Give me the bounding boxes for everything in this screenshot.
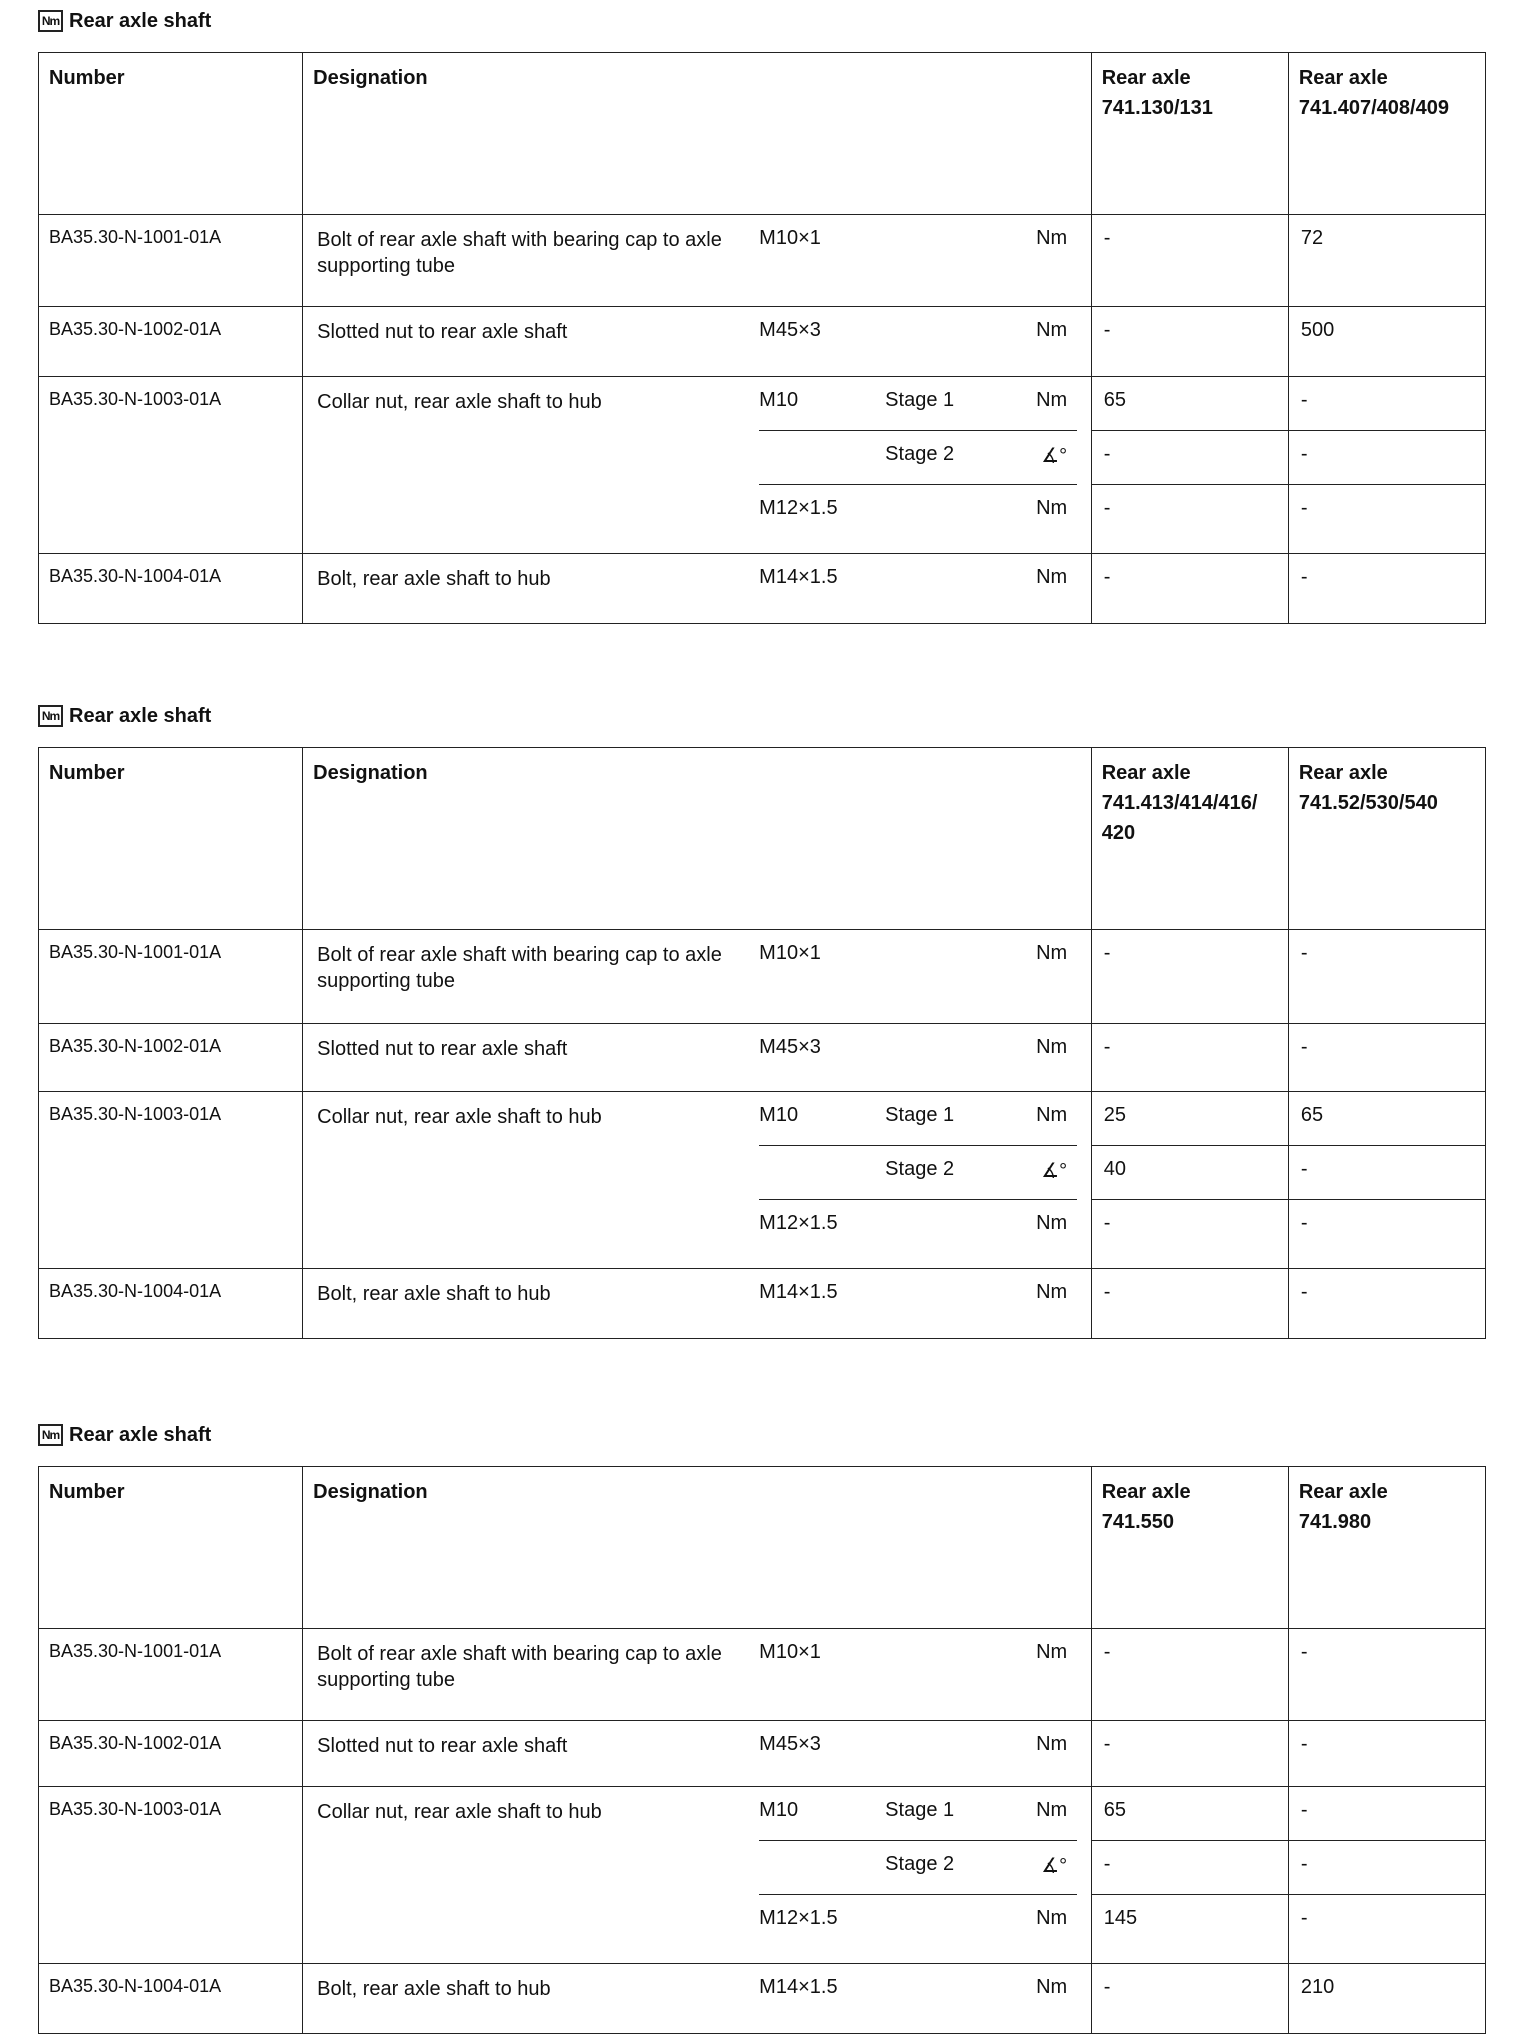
torque-value-axle-1: - — [1091, 1964, 1288, 2034]
designation-text: Slotted nut to rear axle shaft — [317, 1038, 568, 1060]
header-axle-2-model: 741.52/530/540 — [1298, 792, 1438, 814]
table-header-row — [39, 53, 1486, 215]
torque-value-axle-2: - — [1288, 1721, 1485, 1787]
thread-size: M10×1 — [759, 1641, 821, 1663]
torque-value-axle-2: - — [1289, 431, 1485, 485]
header-axle-2-label: Rear axle — [1298, 67, 1388, 89]
thread-size: M10 — [759, 1104, 799, 1126]
unit-label: Nm — [1036, 1212, 1068, 1234]
section-title — [38, 703, 211, 729]
stage-label — [885, 1024, 1019, 1062]
header-axle-1-model: 741.130/131 — [1101, 97, 1213, 119]
section-title-text: Rear axle shaft — [69, 1423, 212, 1446]
torque-value-axle-2: - — [1289, 1146, 1485, 1200]
table-row — [39, 1787, 1486, 1964]
unit-label: Nm — [1036, 1036, 1068, 1058]
torque-nm-icon: Nm — [38, 1424, 63, 1446]
section-title-text: Rear axle shaft — [69, 9, 212, 32]
table-row — [39, 1092, 1486, 1269]
header-axle-1 — [1091, 1467, 1288, 1629]
row-number: BA35.30-N-1004-01A — [39, 1964, 303, 2034]
header-designation — [303, 53, 1092, 215]
designation-text: Bolt of rear axle shaft with bearing cap to axle supporting tube — [317, 944, 722, 992]
header-axle-1-model: 741.413/414/416/ 420 — [1101, 792, 1258, 844]
stage-label: Stage 2 — [885, 443, 955, 465]
table-row — [39, 1721, 1486, 1787]
table-row — [39, 1269, 1486, 1339]
stage-label — [885, 554, 1019, 592]
sub-spec-row — [759, 1841, 1077, 1895]
stage-label — [885, 485, 1019, 553]
table-row — [39, 377, 1486, 554]
torque-value-axle-2: - — [1289, 1841, 1485, 1895]
header-number — [39, 53, 303, 215]
torque-value-axle-1: - — [1103, 1212, 1111, 1234]
row-designation-cell — [303, 1721, 1092, 1787]
torque-value-axle-1: 25 — [1092, 1092, 1288, 1146]
torque-value-group-axle-1 — [1091, 1787, 1288, 1964]
table-row — [39, 930, 1486, 1024]
header-designation — [303, 1467, 1092, 1629]
designation-text: Bolt, rear axle shaft to hub — [317, 1978, 551, 2000]
stage-label: Stage 2 — [885, 1158, 955, 1180]
thread-size: M45×3 — [759, 319, 821, 341]
sub-spec-row — [759, 485, 1077, 553]
unit-label: Nm — [1036, 1733, 1068, 1755]
sub-spec-row — [759, 1200, 1077, 1268]
row-designation-cell — [303, 1269, 1092, 1339]
torque-value-axle-1: - — [1092, 431, 1288, 485]
table-row — [39, 1024, 1486, 1092]
row-number: BA35.30-N-1003-01A — [39, 1092, 303, 1269]
header-number-label: Number — [49, 67, 125, 89]
torque-nm-icon: Nm — [38, 705, 63, 727]
sub-spec-row — [759, 1895, 1077, 1963]
thread-size: M10×1 — [759, 227, 821, 249]
stage-label — [885, 1629, 1019, 1693]
header-designation — [303, 748, 1092, 930]
unit-label: Nm — [1036, 942, 1068, 964]
torque-value-axle-2: - — [1288, 1269, 1485, 1339]
header-axle-1-model: 741.550 — [1101, 1511, 1174, 1533]
section-title-text: Rear axle shaft — [69, 704, 212, 727]
designation-text: Collar nut, rear axle shaft to hub — [317, 1106, 602, 1128]
header-axle-1-label: Rear axle — [1101, 762, 1191, 784]
stage-label — [885, 215, 1019, 279]
thread-size: M14×1.5 — [759, 566, 838, 588]
row-number: BA35.30-N-1003-01A — [39, 1787, 303, 1964]
thread-size: M45×3 — [759, 1733, 821, 1755]
unit-label: Nm — [1036, 227, 1068, 249]
thread-size: M45×3 — [759, 1036, 821, 1058]
torque-value-axle-1: - — [1091, 307, 1288, 377]
header-axle-2-label: Rear axle — [1298, 762, 1388, 784]
thread-size: M14×1.5 — [759, 1281, 838, 1303]
header-number-label: Number — [49, 1481, 125, 1503]
thread-size: M10 — [759, 389, 799, 411]
header-axle-1 — [1091, 748, 1288, 930]
torque-table — [38, 1466, 1486, 2034]
torque-value-axle-1: 65 — [1092, 1787, 1288, 1841]
torque-value-group-axle-1 — [1091, 377, 1288, 554]
row-number: BA35.30-N-1002-01A — [39, 307, 303, 377]
torque-value-axle-1: 40 — [1092, 1146, 1288, 1200]
torque-value-axle-2: - — [1300, 1907, 1308, 1929]
header-designation-label: Designation — [313, 67, 428, 89]
torque-value-axle-1: - — [1091, 215, 1288, 307]
header-number-label: Number — [49, 762, 125, 784]
stage-label: Stage 1 — [885, 1799, 955, 1821]
table-row — [39, 1964, 1486, 2034]
stage-label — [885, 1964, 1019, 2002]
designation-text: Bolt of rear axle shaft with bearing cap to axle supporting tube — [317, 229, 722, 277]
header-axle-1-label: Rear axle — [1101, 67, 1191, 89]
header-axle-2 — [1288, 53, 1485, 215]
header-axle-2 — [1288, 1467, 1485, 1629]
torque-value-axle-2: 500 — [1288, 307, 1485, 377]
row-number: BA35.30-N-1002-01A — [39, 1024, 303, 1092]
torque-value-group-axle-1 — [1091, 1092, 1288, 1269]
torque-value-axle-1: - — [1091, 554, 1288, 624]
unit-label: Nm — [1036, 1799, 1068, 1821]
torque-value-axle-2: 210 — [1288, 1964, 1485, 2034]
torque-table — [38, 52, 1486, 624]
unit-label: Nm — [1036, 1641, 1068, 1663]
header-axle-2-model: 741.980 — [1298, 1511, 1372, 1533]
unit-label: Nm — [1036, 566, 1068, 588]
table-row — [39, 215, 1486, 307]
sub-spec-row — [759, 431, 1077, 485]
torque-table — [38, 747, 1486, 1339]
row-number: BA35.30-N-1001-01A — [39, 215, 303, 307]
row-number: BA35.30-N-1001-01A — [39, 930, 303, 1024]
torque-value-axle-2: - — [1289, 1787, 1485, 1841]
row-designation-cell — [303, 377, 1092, 554]
torque-value-axle-1: 145 — [1103, 1907, 1138, 1929]
header-axle-2-label: Rear axle — [1298, 1481, 1388, 1503]
table-row — [39, 307, 1486, 377]
header-number — [39, 1467, 303, 1629]
row-designation-cell — [303, 1629, 1092, 1721]
designation-text: Bolt of rear axle shaft with bearing cap to axle supporting tube — [317, 1643, 722, 1691]
torque-value-axle-1: - — [1092, 1841, 1288, 1895]
header-designation-label: Designation — [313, 762, 428, 784]
torque-value-axle-1: - — [1091, 1629, 1288, 1721]
row-designation-cell — [303, 1964, 1092, 2034]
table-row — [39, 554, 1486, 624]
stage-label — [885, 930, 1019, 994]
row-number: BA35.30-N-1002-01A — [39, 1721, 303, 1787]
row-designation-cell — [303, 307, 1092, 377]
row-designation-cell — [303, 930, 1092, 1024]
torque-value-axle-2: 65 — [1289, 1092, 1485, 1146]
torque-value-axle-2: - — [1288, 930, 1485, 1024]
header-axle-2 — [1288, 748, 1485, 930]
section-title — [38, 8, 211, 34]
torque-value-axle-1: - — [1091, 930, 1288, 1024]
unit-label: Nm — [1036, 1976, 1068, 1998]
torque-value-axle-1: 65 — [1092, 377, 1288, 431]
torque-value-axle-1: - — [1091, 1269, 1288, 1339]
torque-value-axle-1: - — [1091, 1024, 1288, 1092]
torque-nm-icon: Nm — [38, 10, 63, 32]
table-row — [39, 1629, 1486, 1721]
thread-size: M14×1.5 — [759, 1976, 838, 1998]
unit-label: Nm — [1036, 319, 1068, 341]
designation-text: Slotted nut to rear axle shaft — [317, 1735, 568, 1757]
thread-size — [759, 1841, 885, 1894]
table-header-row — [39, 1467, 1486, 1629]
row-designation-cell — [303, 1092, 1092, 1269]
designation-text: Collar nut, rear axle shaft to hub — [317, 391, 602, 413]
thread-size — [759, 1146, 885, 1199]
sub-spec-row — [759, 1092, 1077, 1146]
stage-label: Stage 1 — [885, 389, 955, 411]
torque-value-axle-2: - — [1289, 377, 1485, 431]
designation-text: Bolt, rear axle shaft to hub — [317, 1283, 551, 1305]
sub-spec-row — [759, 1787, 1077, 1841]
row-designation-cell — [303, 554, 1092, 624]
row-designation-cell — [303, 1787, 1092, 1964]
designation-text: Slotted nut to rear axle shaft — [317, 321, 568, 343]
thread-size: M10×1 — [759, 942, 821, 964]
torque-value-group-axle-2 — [1288, 377, 1485, 554]
unit-label: Nm — [1036, 497, 1068, 519]
torque-value-axle-2: - — [1288, 1024, 1485, 1092]
stage-label: Stage 2 — [885, 1853, 955, 1875]
angle-icon: ∡° — [1041, 1160, 1068, 1182]
torque-value-axle-2: - — [1288, 554, 1485, 624]
header-number — [39, 748, 303, 930]
stage-label: Stage 1 — [885, 1104, 955, 1126]
torque-value-axle-2: - — [1300, 1212, 1308, 1234]
unit-label: Nm — [1036, 1907, 1068, 1929]
torque-value-axle-1: - — [1091, 1721, 1288, 1787]
stage-label — [885, 1200, 1019, 1268]
header-designation-label: Designation — [313, 1481, 428, 1503]
torque-value-axle-2: - — [1300, 497, 1308, 519]
torque-value-axle-2: - — [1288, 1629, 1485, 1721]
torque-value-axle-1: - — [1103, 497, 1111, 519]
thread-size: M12×1.5 — [759, 1907, 838, 1929]
row-number: BA35.30-N-1004-01A — [39, 554, 303, 624]
header-axle-1-label: Rear axle — [1101, 1481, 1191, 1503]
row-number: BA35.30-N-1001-01A — [39, 1629, 303, 1721]
row-number: BA35.30-N-1004-01A — [39, 1269, 303, 1339]
designation-text: Collar nut, rear axle shaft to hub — [317, 1801, 602, 1823]
sub-spec-row — [759, 1146, 1077, 1200]
angle-icon: ∡° — [1041, 1855, 1068, 1877]
torque-value-axle-2: 72 — [1288, 215, 1485, 307]
thread-size: M12×1.5 — [759, 497, 838, 519]
stage-label — [885, 307, 1019, 345]
thread-size: M12×1.5 — [759, 1212, 838, 1234]
row-designation-cell — [303, 1024, 1092, 1092]
sub-spec-row — [759, 377, 1077, 431]
thread-size: M10 — [759, 1799, 799, 1821]
torque-value-group-axle-2 — [1288, 1092, 1485, 1269]
stage-label — [885, 1721, 1019, 1759]
header-axle-2-model: 741.407/408/409 — [1298, 97, 1449, 119]
torque-value-group-axle-2 — [1288, 1787, 1485, 1964]
unit-label: Nm — [1036, 389, 1068, 411]
designation-text: Bolt, rear axle shaft to hub — [317, 568, 551, 590]
thread-size — [759, 431, 885, 484]
table-header-row — [39, 748, 1486, 930]
angle-icon: ∡° — [1041, 445, 1068, 467]
row-number: BA35.30-N-1003-01A — [39, 377, 303, 554]
stage-label — [885, 1895, 1019, 1963]
unit-label: Nm — [1036, 1104, 1068, 1126]
header-axle-1 — [1091, 53, 1288, 215]
section-title — [38, 1422, 211, 1448]
row-designation-cell — [303, 215, 1092, 307]
unit-label: Nm — [1036, 1281, 1068, 1303]
stage-label — [885, 1269, 1019, 1307]
